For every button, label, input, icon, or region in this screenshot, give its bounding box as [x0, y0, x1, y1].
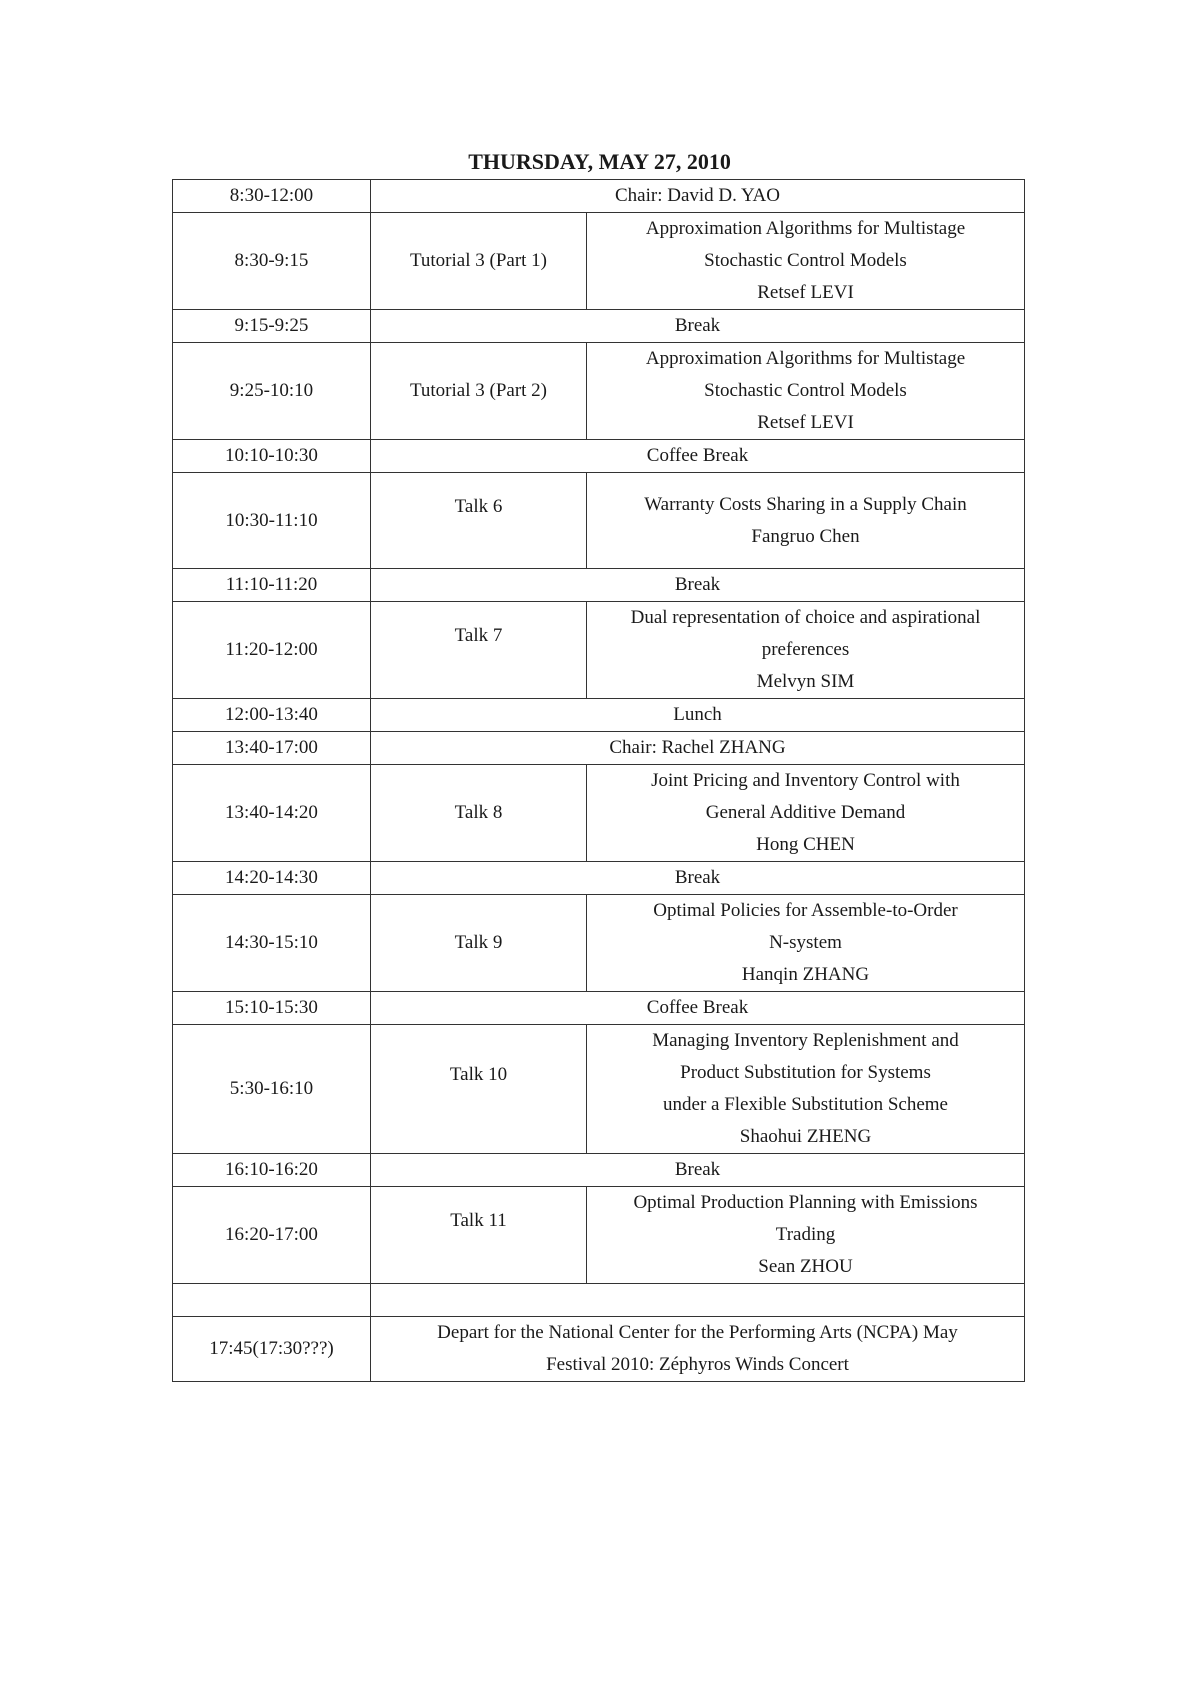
session-label: Talk 7 [454, 625, 503, 646]
depart-cell [371, 1317, 1025, 1382]
depart-line: Depart for the National Center for the Performing Arts (NCPA) May [437, 1322, 958, 1343]
speaker-name: Retsef LEVI [757, 412, 854, 433]
page-title: THURSDAY, MAY 27, 2010 [468, 149, 731, 174]
time-cell: 17:45(17:30???) [173, 1317, 371, 1382]
talk-title-line: Stochastic Control Models [704, 380, 907, 401]
table-row [173, 732, 1025, 765]
time-cell: 10:10-10:30 [173, 440, 371, 473]
chair-cell: Chair: Rachel ZHANG [371, 732, 1025, 765]
talk-title-line: Trading [775, 1224, 836, 1245]
talk-title-line: N-system [769, 932, 842, 953]
talk-details-cell [587, 765, 1025, 862]
time-cell: 11:20-12:00 [173, 602, 371, 699]
table-row [173, 1284, 1025, 1317]
session-cell: Tutorial 3 (Part 1) [371, 213, 587, 310]
talk-details-cell [587, 1025, 1025, 1154]
table-row [173, 213, 1025, 310]
talk-title-line: Dual representation of choice and aspirational [630, 607, 981, 628]
table-row [173, 1317, 1025, 1382]
speaker-name: Fangruo Chen [751, 525, 860, 547]
talk-details-cell [587, 343, 1025, 440]
table-row [173, 343, 1025, 440]
session-cell: Talk 9 [371, 895, 587, 992]
talk-title-line: Approximation Algorithms for Multistage [645, 348, 966, 369]
session-label: Talk 6 [454, 495, 503, 517]
talk-title-line: Warranty Costs Sharing in a Supply Chain [644, 493, 967, 515]
coffee-break-cell: Coffee Break [371, 992, 1025, 1025]
time-cell: 8:30-12:00 [173, 180, 371, 213]
time-cell: 13:40-17:00 [173, 732, 371, 765]
session-cell: Tutorial 3 (Part 2) [371, 343, 587, 440]
speaker-name: Hanqin ZHANG [741, 964, 870, 985]
table-row [173, 1154, 1025, 1187]
session-label: Talk 11 [450, 1210, 507, 1231]
table-row [173, 992, 1025, 1025]
time-cell: 11:10-11:20 [173, 569, 371, 602]
talk-details-cell [587, 473, 1025, 569]
time-cell: 5:30-16:10 [173, 1025, 371, 1154]
talk-title-line: Product Substitution for Systems [680, 1062, 931, 1083]
talk-title-line: Optimal Production Planning with Emissions [633, 1192, 978, 1213]
table-row [173, 569, 1025, 602]
table-row [173, 765, 1025, 862]
session-label: Talk 10 [449, 1064, 508, 1085]
time-cell: 13:40-14:20 [173, 765, 371, 862]
talk-title-line: preferences [761, 639, 850, 660]
talk-title-line: under a Flexible Substitution Scheme [663, 1094, 948, 1115]
time-cell: 10:30-11:10 [173, 473, 371, 569]
talk-title-line: Optimal Policies for Assemble-to-Order [653, 900, 958, 921]
table-row [173, 180, 1025, 213]
time-cell: 16:20-17:00 [173, 1187, 371, 1284]
table-row [173, 1025, 1025, 1154]
session-cell [371, 1025, 587, 1154]
table-row [173, 895, 1025, 992]
session-cell [371, 473, 587, 569]
table-row [173, 1187, 1025, 1284]
session-cell [371, 1187, 587, 1284]
time-cell: 16:10-16:20 [173, 1154, 371, 1187]
talk-title-line: General Additive Demand [705, 802, 906, 823]
session-cell [371, 602, 587, 699]
lunch-cell: Lunch [371, 699, 1025, 732]
speaker-name: Melvyn SIM [756, 671, 855, 692]
table-row [173, 699, 1025, 732]
break-cell: Break [371, 862, 1025, 895]
talk-details-cell [587, 602, 1025, 699]
speaker-name: Shaohui ZHENG [739, 1126, 872, 1147]
table-row [173, 473, 1025, 569]
talk-title-line: Managing Inventory Replenishment and [652, 1030, 959, 1051]
time-cell: 12:00-13:40 [173, 699, 371, 732]
time-cell: 9:15-9:25 [173, 310, 371, 343]
time-cell: 14:30-15:10 [173, 895, 371, 992]
depart-line: Festival 2010: Zéphyros Winds Concert [546, 1354, 849, 1375]
coffee-break-cell: Coffee Break [371, 440, 1025, 473]
time-cell: 9:25-10:10 [173, 343, 371, 440]
time-cell: 14:20-14:30 [173, 862, 371, 895]
break-cell: Break [371, 1154, 1025, 1187]
talk-title-line: Joint Pricing and Inventory Control with [651, 770, 960, 791]
speaker-name: Sean ZHOU [758, 1256, 853, 1277]
talk-title-line: Stochastic Control Models [704, 250, 907, 271]
session-cell: Talk 8 [371, 765, 587, 862]
speaker-name: Hong CHEN [756, 834, 855, 855]
table-row [173, 310, 1025, 343]
chair-cell: Chair: David D. YAO [371, 180, 1025, 213]
talk-details-cell [587, 213, 1025, 310]
talk-details-cell [587, 895, 1025, 992]
empty-cell [371, 1284, 1025, 1317]
empty-cell [173, 1284, 371, 1317]
table-row [173, 862, 1025, 895]
speaker-name: Retsef LEVI [757, 282, 854, 303]
schedule-table [172, 179, 1025, 1382]
break-cell: Break [371, 569, 1025, 602]
table-row [173, 602, 1025, 699]
time-cell: 15:10-15:30 [173, 992, 371, 1025]
break-cell: Break [371, 310, 1025, 343]
talk-details-cell [587, 1187, 1025, 1284]
time-cell: 8:30-9:15 [173, 213, 371, 310]
table-row [173, 440, 1025, 473]
talk-title-line: Approximation Algorithms for Multistage [645, 218, 966, 239]
